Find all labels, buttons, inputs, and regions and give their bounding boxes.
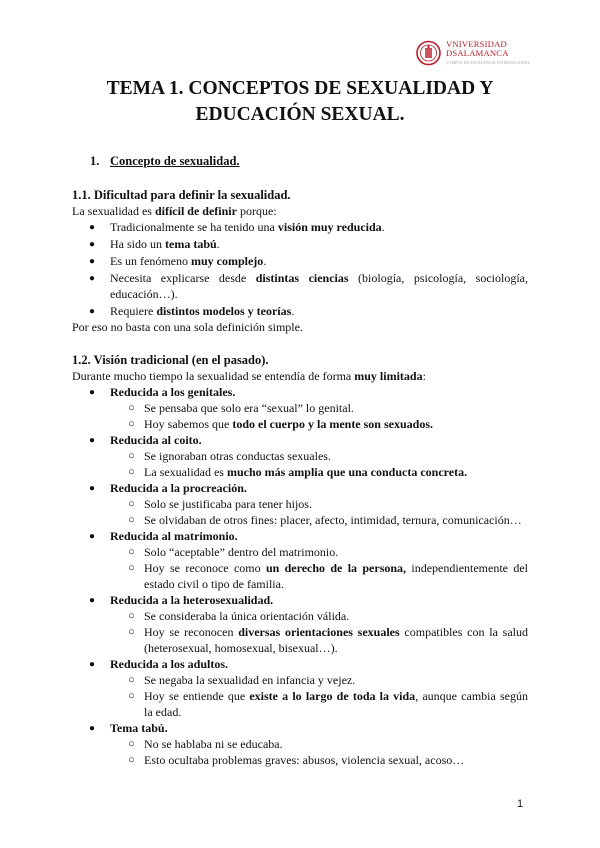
document-title: TEMA 1. CONCEPTOS DE SEXUALIDAD Y EDUCACIÓN SEXUAL. — [106, 78, 494, 125]
paragraph: Por eso no basta con una sola definición simple. — [72, 320, 303, 334]
bullet-icon: ● — [89, 595, 96, 606]
list-item: ● Necesita explicarse desde distintas ciencias (biología, psicología, sociología, — [89, 271, 528, 285]
sub-list-item: ○ Solo se justificaba para tener hijos. — [128, 497, 312, 511]
sub-list-item: ○ Hoy se reconoce como un derecho de la persona, independientemente del — [128, 561, 528, 575]
bullet-icon: ● — [89, 256, 96, 267]
circle-bullet-icon: ○ — [128, 418, 135, 430]
bullet-icon: ● — [89, 435, 96, 446]
list-item-continuation: educación…). — [110, 287, 178, 301]
bullet-icon: ● — [89, 387, 96, 398]
sub-list-item-continuation: (heterosexual, homosexual, bisexual…). — [144, 641, 338, 655]
circle-bullet-icon: ○ — [128, 514, 135, 526]
list-item-heading: ● Reducida al matrimonio. — [89, 529, 238, 543]
bullet-icon: ● — [89, 222, 96, 233]
sub-list-item-continuation: estado civil o tipo de familia. — [144, 577, 284, 591]
circle-bullet-icon: ○ — [128, 674, 135, 686]
sub-list-item: ○ Solo “aceptable” dentro del matrimonio. — [128, 545, 339, 559]
list-item-heading: ● Reducida al coito. — [89, 433, 202, 447]
sub-list-item: ○ No se hablaba ni se educaba. — [128, 737, 283, 751]
list-item: ● Tradicionalmente se ha tenido una visión muy reducida. — [89, 220, 385, 234]
sub-list-item: ○ Se consideraba la única orientación válida. — [128, 609, 350, 623]
circle-bullet-icon: ○ — [128, 562, 135, 574]
bullet-icon: ● — [89, 239, 96, 250]
bullet-icon: ● — [89, 483, 96, 494]
sub-list-item: ○ Hoy sabemos que todo el cuerpo y la mente son sexuados. — [128, 417, 433, 431]
sub-list-item: ○ Esto ocultaba problemas graves: abusos, violencia sexual, acoso… — [128, 753, 465, 767]
bullet-icon: ● — [89, 306, 96, 317]
sub-list-item: ○ Hoy se reconocen diversas orientaciones sexuales compatibles con la salud — [128, 625, 528, 639]
circle-bullet-icon: ○ — [128, 466, 135, 478]
circle-bullet-icon: ○ — [128, 754, 135, 766]
sub-list-item: ○ Se negaba la sexualidad en infancia y vejez. — [128, 673, 356, 687]
paragraph: La sexualidad es difícil de definir porque: — [72, 204, 277, 218]
circle-bullet-icon: ○ — [128, 546, 135, 558]
circle-bullet-icon: ○ — [128, 738, 135, 750]
list-item-heading: ● Reducida a los adultos. — [89, 657, 229, 671]
list-item-heading: ● Reducida a la procreación. — [89, 481, 247, 495]
sub-list-item: ○ La sexualidad es mucho más amplia que una conducta concreta. — [128, 465, 468, 479]
list-item: ● Requiere distintos modelos y teorías. — [89, 304, 295, 318]
sub-list-item: ○ Hoy se entiende que existe a lo largo de toda la vida, aunque cambia según — [128, 689, 528, 703]
circle-bullet-icon: ○ — [128, 690, 135, 702]
circle-bullet-icon: ○ — [128, 626, 135, 638]
sub-list-item: ○ Se ignoraban otras conductas sexuales. — [128, 449, 331, 463]
university-seal-icon — [416, 40, 441, 66]
bullet-icon: ● — [89, 659, 96, 670]
list-item-heading: ● Reducida a la heterosexualidad. — [89, 593, 274, 607]
list-item: ● Ha sido un tema tabú. — [89, 237, 220, 251]
list-item-heading: ● Tema tabú. — [89, 721, 168, 735]
bullet-icon: ● — [89, 531, 96, 542]
subsection-heading-1-2: 1.2. Visión tradicional (en el pasado). — [72, 353, 269, 367]
sub-list-item: ○ Se olvidaban de otros fines: placer, afecto, intimidad, ternura, comunicación… — [128, 513, 522, 527]
page-number: 1 — [517, 798, 524, 810]
sub-list-item: ○ Se pensaba que solo era “sexual” lo genital. — [128, 401, 354, 415]
list-item: ● Es un fenómeno muy complejo. — [89, 254, 267, 268]
logo-tagline: CAMPUS DE EXCELENCIA INTERNACIONAL — [446, 61, 531, 65]
logo-wordmark: VNIVERSIDAD DSALAMANCA — [446, 39, 509, 58]
university-logo — [416, 39, 531, 68]
bullet-icon: ● — [89, 273, 96, 284]
subsection-heading-1-1: 1.1. Dificultad para definir la sexualidad. — [72, 188, 291, 202]
circle-bullet-icon: ○ — [128, 610, 135, 622]
sub-list-item-continuation: la edad. — [144, 705, 182, 719]
paragraph: Durante mucho tiempo la sexualidad se entendía de forma muy limitada: — [72, 369, 426, 383]
bullet-icon: ● — [89, 723, 96, 734]
circle-bullet-icon: ○ — [128, 498, 135, 510]
circle-bullet-icon: ○ — [128, 402, 135, 414]
circle-bullet-icon: ○ — [128, 450, 135, 462]
list-item-heading: ● Reducida a los genitales. — [89, 385, 236, 399]
